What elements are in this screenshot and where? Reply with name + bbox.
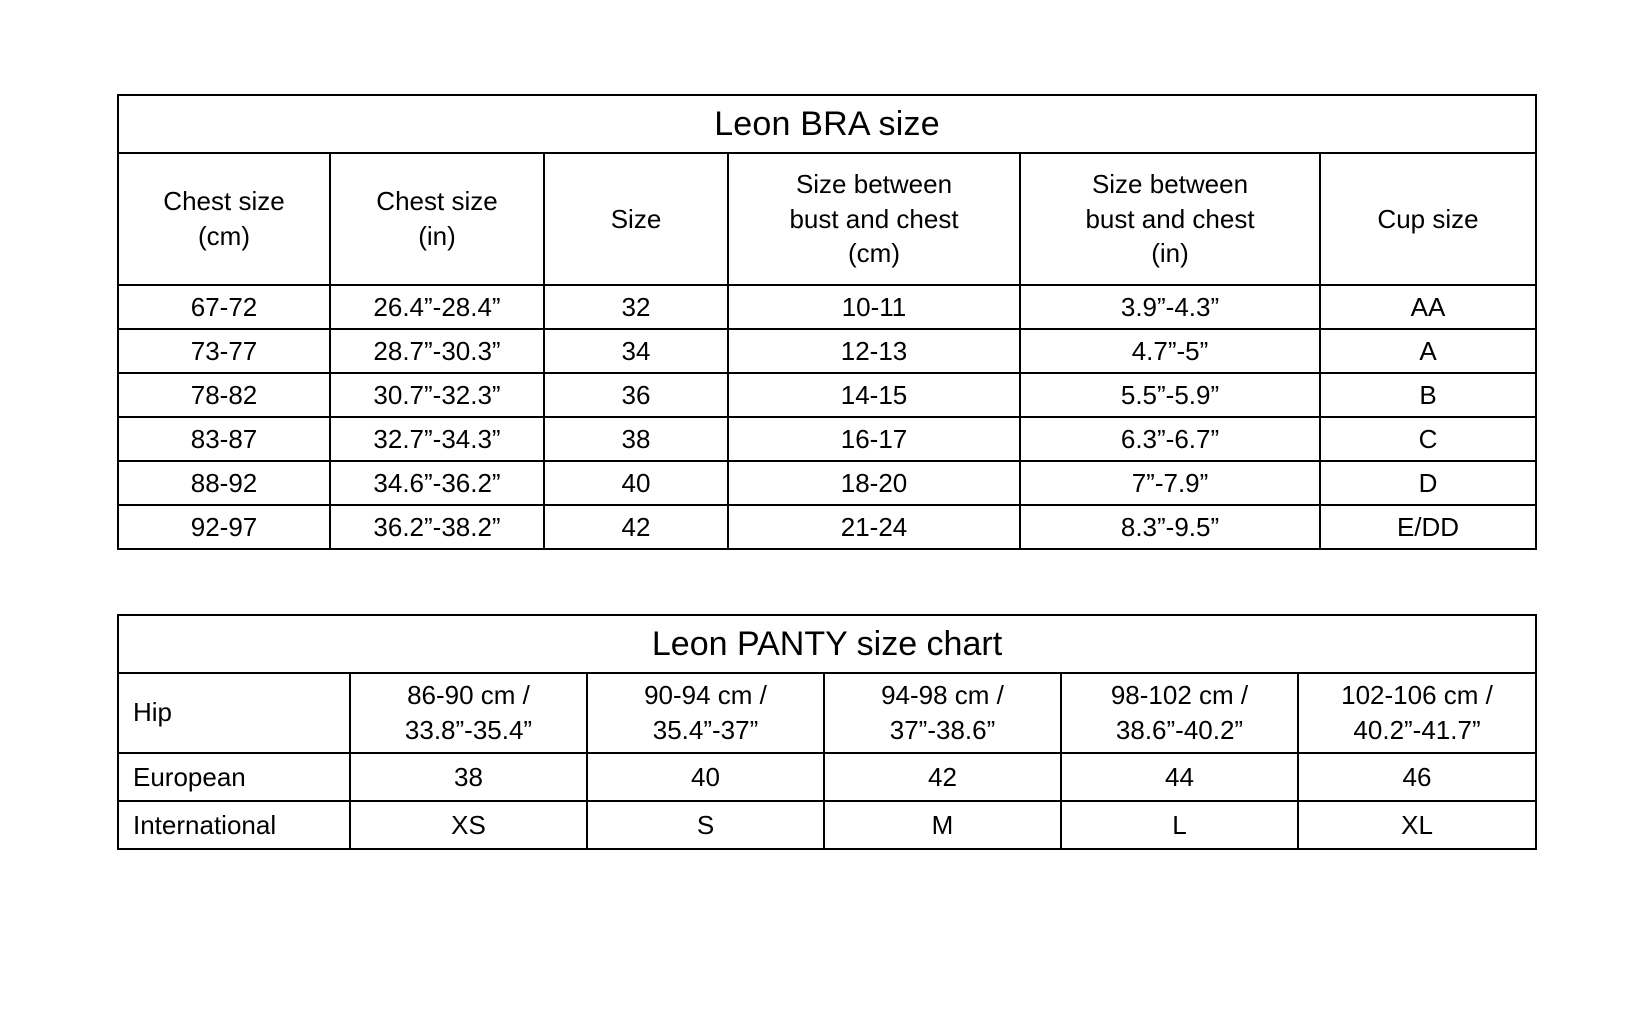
header-chest-size-cm [118,153,330,285]
header-line: (in) [418,221,456,251]
header-line: Chest size [376,186,498,217]
cell-chest-cm: 88-92 [118,461,330,505]
cell-chest-in: 26.4”-28.4” [330,285,544,329]
cell-international-m: M [824,801,1061,849]
cell-international-s: S [587,801,824,849]
cell-cup-size: C [1320,417,1536,461]
cell-hip-xs [350,673,587,753]
header-line: (cm) [848,238,900,269]
cell-bust-chest-cm: 12-13 [728,329,1020,373]
cell-line: 38.6”-40.2” [1115,715,1244,745]
cell-line: 40.2”-41.7” [1353,715,1481,745]
cell-bust-chest-in: 7”-7.9” [1020,461,1320,505]
cell-european-s: 40 [587,753,824,801]
cell-bust-chest-in: 3.9”-4.3” [1020,285,1320,329]
header-size [544,153,728,285]
cell-chest-in: 34.6”-36.2” [330,461,544,505]
cell-size: 32 [544,285,728,329]
cell-cup-size: D [1320,461,1536,505]
table-row-international [118,801,1536,849]
table-row-hip [118,673,1536,753]
cell-chest-in: 36.2”-38.2” [330,505,544,549]
header-line: Size [610,203,662,234]
cell-hip-s [587,673,824,753]
cell-bust-chest-in: 8.3”-9.5” [1020,505,1320,549]
cell-line: 35.4”-37” [652,715,759,745]
header-line: (cm) [198,221,250,251]
header-line: Size between [795,169,953,200]
table-row-european [118,753,1536,801]
cell-chest-cm: 83-87 [118,417,330,461]
cell-line: 94-98 cm / [881,679,1004,710]
cell-international-xs: XS [350,801,587,849]
cell-international-l: L [1061,801,1298,849]
cell-european-xs: 38 [350,753,587,801]
row-label-european: European [118,753,350,801]
bra-chart-title: Leon BRA size [118,95,1536,153]
cell-line: 33.8”-35.4” [404,715,533,745]
table-row [118,417,1536,461]
cell-european-l: 44 [1061,753,1298,801]
panty-chart-title: Leon PANTY size chart [118,615,1536,673]
cell-chest-cm: 78-82 [118,373,330,417]
header-line: bust and chest [1085,203,1255,234]
cell-size: 42 [544,505,728,549]
header-cup-size [1320,153,1536,285]
table-title-row [118,95,1536,153]
cell-hip-xl [1298,673,1536,753]
header-chest-size-in [330,153,544,285]
header-line: bust and chest [789,203,959,234]
table-row [118,461,1536,505]
header-line: Cup size [1377,203,1479,234]
row-label-international: International [118,801,350,849]
cell-bust-chest-cm: 10-11 [728,285,1020,329]
table-row [118,329,1536,373]
panty-size-chart [117,614,1535,850]
cell-bust-chest-cm: 21-24 [728,505,1020,549]
bra-size-table [117,94,1537,550]
table-title-row [118,615,1536,673]
header-line: (in) [1151,238,1189,269]
cell-chest-in: 28.7”-30.3” [330,329,544,373]
cell-chest-cm: 92-97 [118,505,330,549]
cell-european-m: 42 [824,753,1061,801]
cell-hip-l [1061,673,1298,753]
cell-cup-size: AA [1320,285,1536,329]
cell-line: 37”-38.6” [889,715,996,745]
cell-line: 86-90 cm / [407,679,530,710]
cell-size: 34 [544,329,728,373]
cell-size: 36 [544,373,728,417]
cell-chest-cm: 73-77 [118,329,330,373]
cell-line: 102-106 cm / [1341,679,1493,710]
cell-bust-chest-in: 6.3”-6.7” [1020,417,1320,461]
cell-cup-size: A [1320,329,1536,373]
cell-line: 98-102 cm / [1110,679,1249,710]
header-bust-chest-cm [728,153,1020,285]
cell-line: 90-94 cm / [644,679,767,710]
cell-chest-in: 30.7”-32.3” [330,373,544,417]
cell-cup-size: E/DD [1320,505,1536,549]
cell-bust-chest-in: 5.5”-5.9” [1020,373,1320,417]
header-line: Chest size [163,186,285,217]
table-row [118,285,1536,329]
header-bust-chest-in [1020,153,1320,285]
cell-chest-in: 32.7”-34.3” [330,417,544,461]
table-row [118,505,1536,549]
cell-bust-chest-cm: 18-20 [728,461,1020,505]
cell-bust-chest-cm: 14-15 [728,373,1020,417]
panty-size-table [117,614,1537,850]
cell-chest-cm: 67-72 [118,285,330,329]
header-line: Size between [1091,169,1249,200]
cell-bust-chest-in: 4.7”-5” [1020,329,1320,373]
cell-european-xl: 46 [1298,753,1536,801]
cell-bust-chest-cm: 16-17 [728,417,1020,461]
table-header-row [118,153,1536,285]
cell-international-xl: XL [1298,801,1536,849]
table-row [118,373,1536,417]
cell-size: 40 [544,461,728,505]
bra-size-chart [117,94,1535,550]
cell-size: 38 [544,417,728,461]
row-label-hip: Hip [118,673,350,753]
cell-cup-size: B [1320,373,1536,417]
cell-hip-m [824,673,1061,753]
